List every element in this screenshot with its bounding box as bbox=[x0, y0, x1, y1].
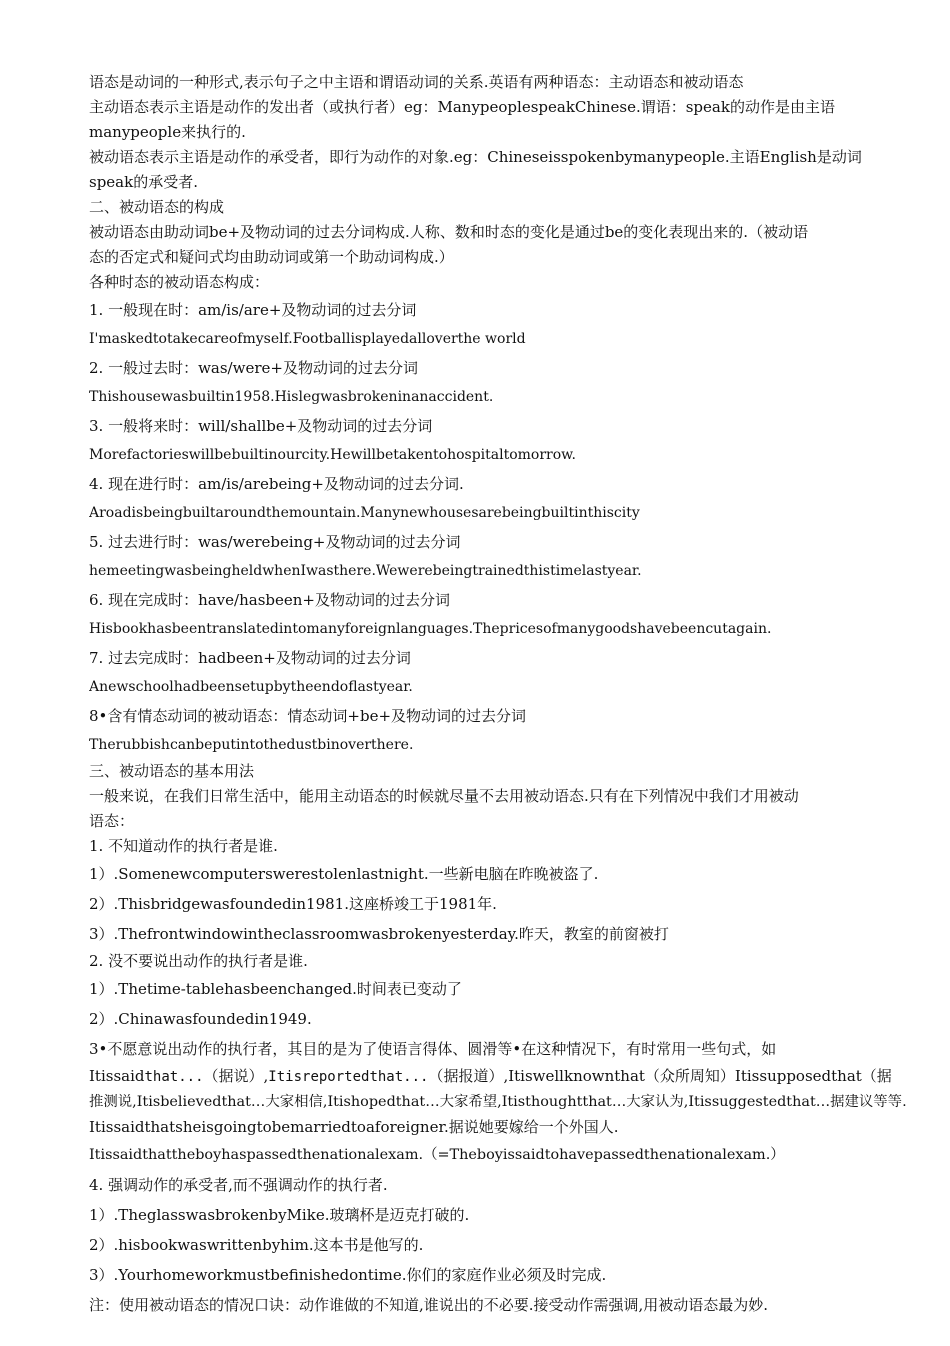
example-line: hemeetingwasbeingheldwhenIwasthere.Wewerebeingtrainedthistimelastyear. bbox=[89, 563, 642, 579]
example-line: 3）.Yourhomeworkmustbefinishedontime.你们的家庭作业必须及时完成. bbox=[89, 1266, 607, 1284]
example-line: Morefactorieswillbebuiltinourcity.Hewillbetakentohospitaltomorrow. bbox=[89, 447, 576, 463]
text-span: （据说）, bbox=[203, 1067, 269, 1085]
text-line: 被动语态表示主语是动作的承受者，即行为动作的对象.eg：Chineseisspokenbymanypeople.主语English是动词 bbox=[89, 148, 862, 166]
text-line: speak的承受者. bbox=[89, 173, 198, 191]
example-line: 2）.Thisbridgewasfoundedin1981.这座桥竣工于1981年. bbox=[89, 895, 497, 913]
tense-item: 1. 一般现在时：am/is/are+及物动词的过去分词 bbox=[89, 301, 417, 319]
text-line: 语态是动词的一种形式,表示句子之中主语和谓语动词的关系.英语有两种语态：主动语态和被动语态 bbox=[89, 73, 744, 91]
text-span: Itissaid bbox=[89, 1067, 145, 1085]
example-line: 3）.Thefrontwindowintheclassroomwasbrokenyesterday.昨天，教室的前窗被打 bbox=[89, 925, 669, 943]
case-heading: 4. 强调动作的承受者,而不强调动作的执行者. bbox=[89, 1176, 388, 1194]
tense-item: 4. 现在进行时：am/is/arebeing+及物动词的过去分词. bbox=[89, 475, 464, 493]
text-line: 语态： bbox=[89, 812, 135, 830]
example-line: I'maskedtotakecareofmyself.Footballisplayedalloverthe world bbox=[89, 331, 526, 347]
tense-item: 3. 一般将来时：will/shallbe+及物动词的过去分词 bbox=[89, 417, 433, 435]
example-line: Therubbishcanbeputintothedustbinoverthere. bbox=[89, 737, 414, 753]
text-span: Itisreportedthat... bbox=[268, 1069, 429, 1085]
example-line: 2）.hisbookwaswrittenbyhim.这本书是他写的. bbox=[89, 1236, 424, 1254]
example-line: 2）.Chinawasfoundedin1949. bbox=[89, 1010, 312, 1028]
text-span: that... bbox=[144, 1069, 204, 1085]
tense-item: 8•含有情态动词的被动语态：情态动词+be+及物动词的过去分词 bbox=[89, 707, 527, 725]
text-line: 态的否定式和疑问式均由助动词或第一个助动词构成.） bbox=[89, 248, 454, 266]
text-line: 被动语态由助动词be+及物动词的过去分词构成.人称、数和时态的变化是通过be的变化表现出来的.（被动语 bbox=[89, 223, 809, 241]
tense-item: 7. 过去完成时：hadbeen+及物动词的过去分词 bbox=[89, 649, 411, 667]
example-line: Anewschoolhadbeensetupbytheendoflastyear. bbox=[89, 679, 413, 695]
text-line: 主动语态表示主语是动作的发出者（或执行者）eg：ManypeoplespeakChinese.谓语：speak的动作是由主语 bbox=[89, 98, 835, 116]
document-page bbox=[89, 70, 909, 1320]
text-line: manypeople来执行的. bbox=[89, 123, 246, 141]
text-line: Itissaidthattheboyhaspassedthenationalexam.（=Theboyissaidtohavepassedthenationalexam.） bbox=[89, 1147, 785, 1163]
text-span: （据报道）,Itiswellknownthat（众所周知）Itissupposedthat（据 bbox=[428, 1067, 892, 1085]
note-line: 注：使用被动语态的情况口诀：动作谁做的不知道,谁说出的不必要.接受动作需强调,用被动语态最为妙. bbox=[89, 1296, 769, 1314]
case-heading: 3•不愿意说出动作的执行者，其目的是为了使语言得体、圆滑等•在这种情况下，有时常用一些句式，如 bbox=[89, 1040, 777, 1058]
tense-item: 2. 一般过去时：was/were+及物动词的过去分词 bbox=[89, 359, 418, 377]
example-line: 1）.Somenewcomputerswerestolenlastnight.一些新电脑在昨晚被盗了. bbox=[89, 865, 599, 883]
text-line: 推测说,Itisbelievedthat…大家相信,Itishopedthat…大家希望,Itisthoughtthat…大家认为,Itissuggestedthat…据建议等等. bbox=[89, 1094, 907, 1110]
section-heading: 三、被动语态的基本用法 bbox=[89, 762, 255, 780]
tense-item: 6. 现在完成时：have/hasbeen+及物动词的过去分词 bbox=[89, 591, 450, 609]
example-line: 1）.Thetime-tablehasbeenchanged.时间表已变动了 bbox=[89, 980, 462, 998]
text-line bbox=[89, 1064, 909, 1090]
text-line: 一般来说，在我们日常生活中，能用主动语态的时候就尽量不去用被动语态.只有在下列情况中我们才用被动 bbox=[89, 787, 799, 805]
example-line: 1）.TheglasswasbrokenbyMike.玻璃杯是迈克打破的. bbox=[89, 1206, 470, 1224]
tense-item: 5. 过去进行时：was/werebeing+及物动词的过去分词 bbox=[89, 533, 461, 551]
case-heading: 1. 不知道动作的执行者是谁. bbox=[89, 837, 278, 855]
text-line: 各种时态的被动语态构成： bbox=[89, 273, 270, 291]
case-heading: 2. 没不要说出动作的执行者是谁. bbox=[89, 952, 308, 970]
text-line: Itissaidthatsheisgoingtobemarriedtoaforeigner.据说她要嫁给一个外国人. bbox=[89, 1118, 619, 1136]
example-line: Thishousewasbuiltin1958.Hislegwasbrokeninanaccident. bbox=[89, 389, 494, 405]
example-line: Hisbookhasbeentranslatedintomanyforeignlanguages.Thepricesofmanygoodshavebeencutagain. bbox=[89, 621, 772, 637]
example-line: Aroadisbeingbuiltaroundthemountain.Manynewhousesarebeingbuiltinthiscity bbox=[89, 505, 640, 521]
section-heading: 二、被动语态的构成 bbox=[89, 198, 225, 216]
